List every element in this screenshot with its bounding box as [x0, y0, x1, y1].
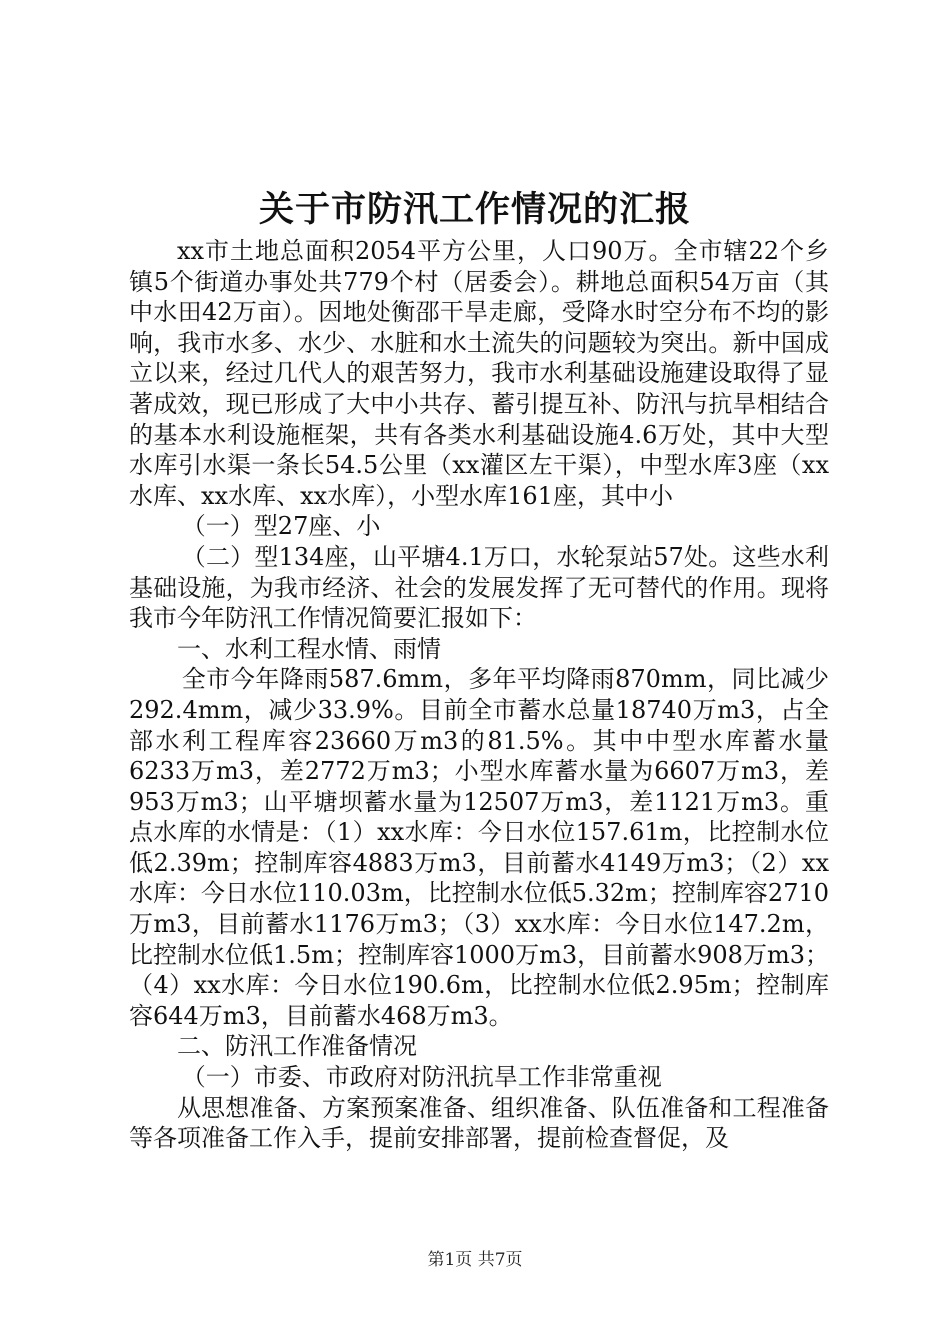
- paragraph-rainfall-storage: 全市今年降雨587.6mm，多年平均降雨870mm，同比减少292.4mm，减少33.9%。目前全市蓄水总量18740万m3，占全部水利工程库容23660万m3的81.5%。其中中型水库蓄水量6233万m3，差2772万m3；小型水库蓄水量为6607万m3，差953万m3；山平塘坝蓄水量为12507万m3，差1121万m3。重点水库的水情是：（1）xx水库：今日水位157.61m，比控制水位低2.39m；控制库容4883万m3，目前蓄水4149万m3；（2）xx水库：今日水位110.03m，比控制水位低5.32m；控制库容2710万m3，目前蓄水1176万m3；（3）xx水库：今日水位147.2m，比控制水位低1.5m；控制库容1000万m3，目前蓄水908万m3；（4）xx水库：今日水位190.6m，比控制水位低2.95m；控制库容644万m3，目前蓄水468万m3。: [129, 665, 830, 1030]
- section-heading-preparation: 二、防汛工作准备情况: [177, 1032, 417, 1061]
- paragraph-overview: xx市土地总面积2054平方公里，人口90万。全市辖22个乡镇5个街道办事处共779个村（居委会）。耕地总面积54万亩（其中水田42万亩）。因地处衡邵干旱走廊，受降水时空分布不均的影响，我市水多、水少、水脏和水土流失的问题较为突出。新中国成立以来，经过几代人的艰苦努力，我市水利基础设施建设取得了显著成效，现已形成了大中小共存、蓄引提互补、防汛与抗旱相结合的基本水利设施框架，共有各类水利基础设施4.6万处，其中大型水库引水渠一条长54.5公里（xx灌区左干渠），中型水库3座（xx水库、xx水库、xx水库），小型水库161座，其中小: [129, 237, 829, 510]
- paragraph-list-item-1: （一）型27座、小: [181, 512, 381, 541]
- subsection-heading-government: （一）市委、市政府对防汛抗旱工作非常重视: [181, 1063, 662, 1092]
- paragraph-list-item-2: （二）型134座，山平塘4.1万口，水轮泵站57处。这些水利基础设施，为我市经济、社会的发展发挥了无可替代的作用。现将我市今年防汛工作情况简要汇报如下：: [129, 542, 829, 633]
- document-title: 关于市防汛工作情况的汇报: [258, 189, 691, 230]
- paragraph-preparation-detail: 从思想准备、方案预案准备、组织准备、队伍准备和工程准备等各项准备工作入手，提前安排部署，提前检查督促，及: [129, 1093, 829, 1153]
- section-heading-water-conditions: 一、水利工程水情、雨情: [177, 634, 441, 663]
- page-number-footer: 第1页 共7页: [427, 1250, 523, 1270]
- document-body: [129, 236, 829, 1154]
